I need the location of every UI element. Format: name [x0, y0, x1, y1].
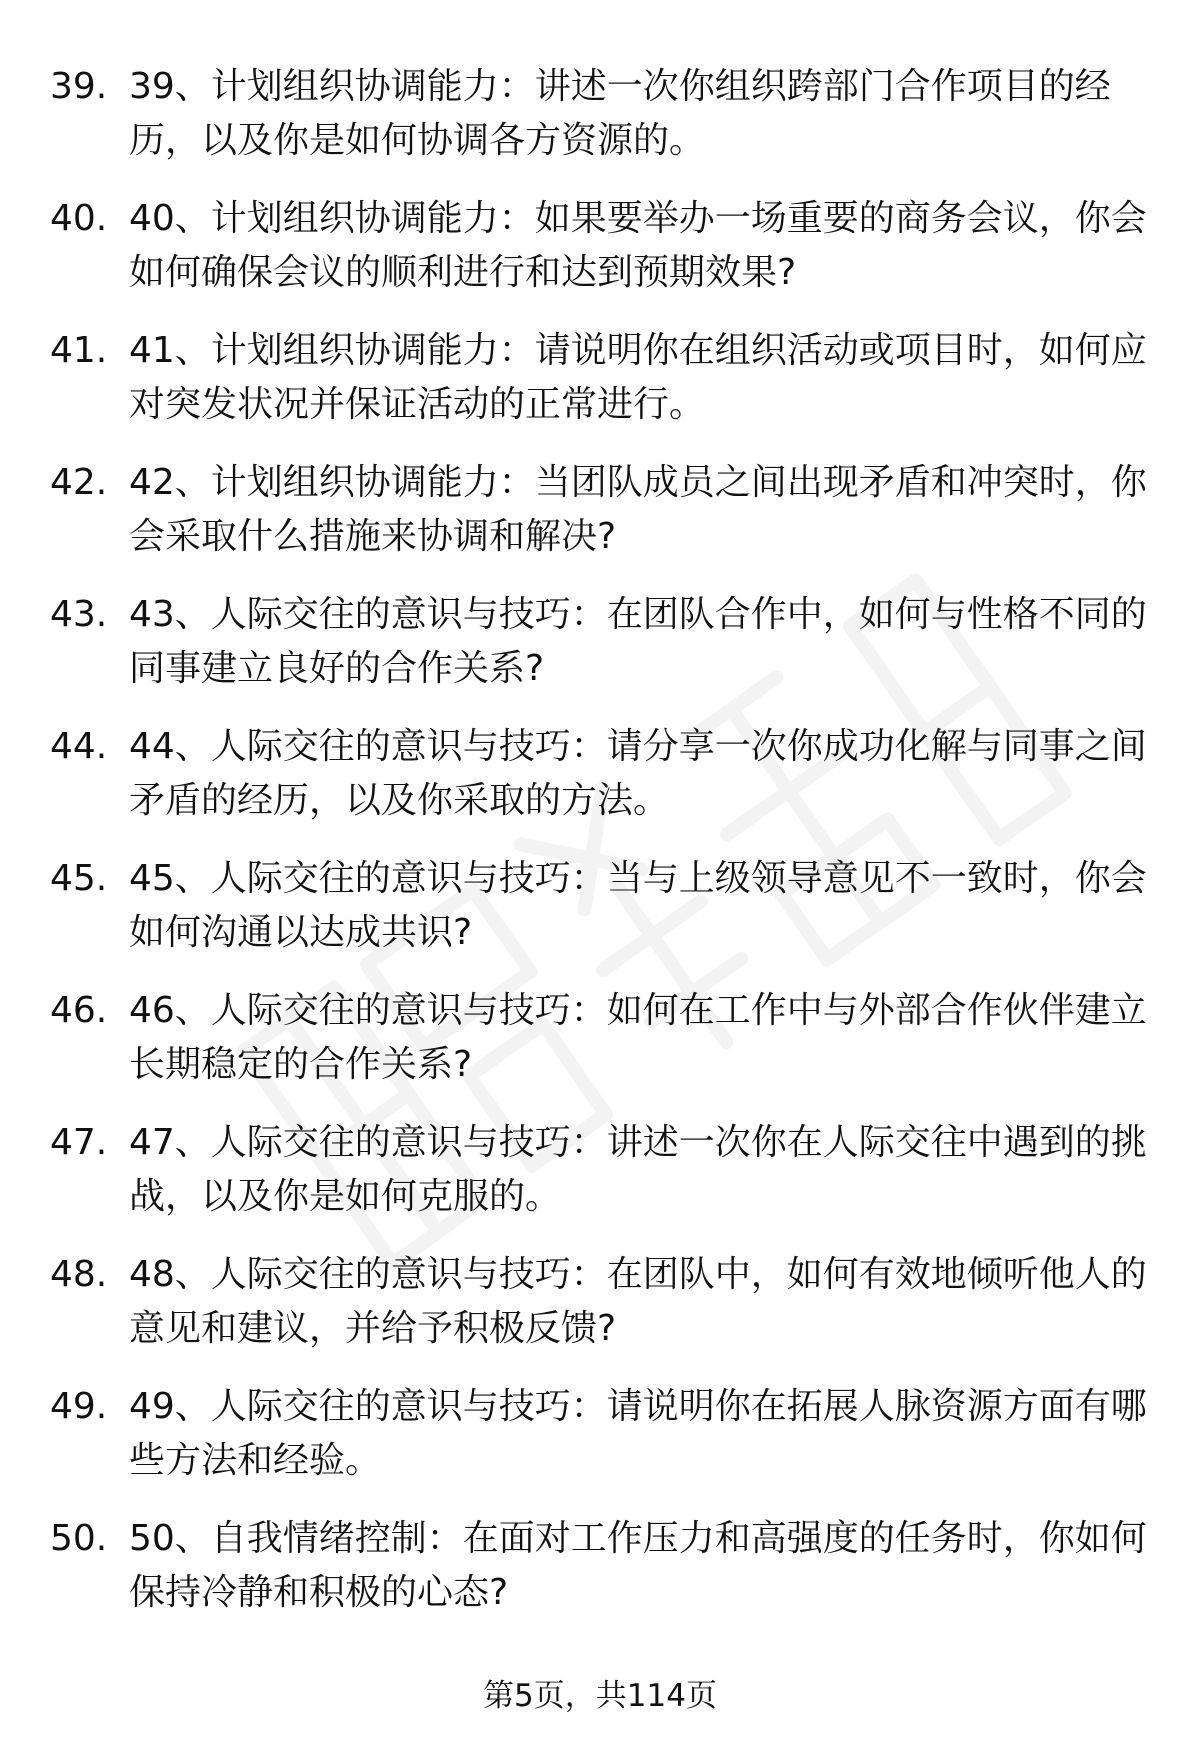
question-number: 50.	[50, 1518, 108, 1559]
list-item	[50, 720, 1150, 828]
question-text: 45、人际交往的意识与技巧：当与上级领导意见不一致时，你会如何沟通以达成共识?	[129, 858, 1147, 953]
question-text: 49、人际交往的意识与技巧：请说明你在拓展人脉资源方面有哪些方法和经验。	[129, 1386, 1147, 1481]
question-number: 45.	[50, 858, 108, 899]
question-text: 40、计划组织协调能力：如果要举办一场重要的商务会议，你会如何确保会议的顺利进行和达到预期效果?	[129, 198, 1147, 293]
list-item	[50, 1248, 1150, 1356]
list-item	[50, 984, 1150, 1092]
list-item	[50, 588, 1150, 696]
list-item	[50, 456, 1150, 564]
question-number: 43.	[50, 594, 108, 635]
list-item	[50, 192, 1150, 300]
question-text: 44、人际交往的意识与技巧：请分享一次你成功化解与同事之间矛盾的经历，以及你采取的方法。	[129, 726, 1147, 821]
question-number: 41.	[50, 330, 108, 371]
question-number: 48.	[50, 1254, 108, 1295]
question-number: 47.	[50, 1122, 108, 1163]
page-footer: 第5页，共114页	[483, 1678, 717, 1714]
question-text: 43、人际交往的意识与技巧：在团队合作中，如何与性格不同的同事建立良好的合作关系?	[129, 594, 1147, 689]
question-number: 44.	[50, 726, 108, 767]
question-text: 41、计划组织协调能力：请说明你在组织活动或项目时，如何应对突发状况并保证活动的正常进行。	[129, 330, 1147, 425]
list-item	[50, 1380, 1150, 1488]
list-item	[50, 60, 1150, 168]
question-text: 39、计划组织协调能力：讲述一次你组织跨部门合作项目的经历，以及你是如何协调各方资源的。	[129, 66, 1111, 161]
question-number: 49.	[50, 1386, 108, 1427]
list-item	[50, 324, 1150, 432]
question-text: 42、计划组织协调能力：当团队成员之间出现矛盾和冲突时，你会采取什么措施来协调和解决?	[129, 462, 1147, 557]
question-number: 40.	[50, 198, 108, 239]
question-text: 50、自我情绪控制：在面对工作压力和高强度的任务时，你如何保持冷静和积极的心态?	[129, 1518, 1147, 1613]
question-text: 48、人际交往的意识与技巧：在团队中，如何有效地倾听他人的意见和建议，并给予积极反馈?	[129, 1254, 1147, 1349]
list-item	[50, 852, 1150, 960]
list-item	[50, 1512, 1150, 1620]
list-item	[50, 1116, 1150, 1224]
question-list	[50, 60, 1150, 1644]
question-number: 46.	[50, 990, 108, 1031]
question-number: 39.	[50, 66, 108, 107]
question-number: 42.	[50, 462, 108, 503]
question-text: 46、人际交往的意识与技巧：如何在工作中与外部合作伙伴建立长期稳定的合作关系?	[129, 990, 1147, 1085]
question-text: 47、人际交往的意识与技巧：讲述一次你在人际交往中遇到的挑战，以及你是如何克服的。	[129, 1122, 1147, 1217]
